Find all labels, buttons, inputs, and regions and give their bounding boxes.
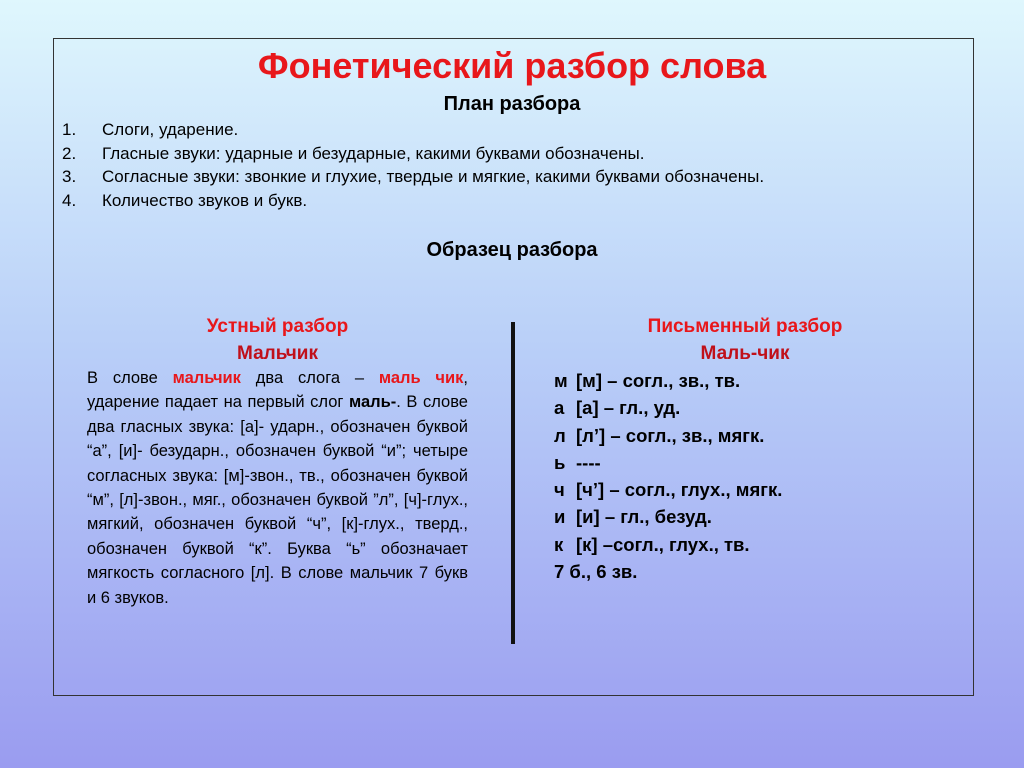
- written-row: [554, 476, 782, 503]
- oral-text-part: два слога –: [240, 369, 379, 387]
- plan-item-number: 3.: [62, 167, 77, 186]
- sample-heading: Образец разбора: [426, 239, 598, 261]
- written-row-desc: [л’] – согл., зв., мягк.: [576, 424, 765, 446]
- written-row-desc: [и] – гл., безуд.: [576, 506, 712, 528]
- oral-text-part: . В слове два гласных звука: [а]- ударн., обозначен буквой “а”, [и]- безударн., обозначен буквой “и”; четыре согласных звука: [м]-звон., тв., обозначен буквой “м”, [л]-звон., мяг., обозначен буквой ”л”, [ч]-глух., мягкий, обозначен буквой “ч”, [к]-глух., тверд., обозначен буквой “к”. Буква “ь” обозначает мягкость согласного [л]. В слове мальчик 7 букв и 6 звуков.: [87, 393, 468, 607]
- page-title: Фонетический разбор слова: [257, 45, 767, 86]
- oral-analysis-word: Мальчик: [237, 343, 318, 364]
- written-row: [554, 449, 782, 476]
- written-row: [554, 503, 782, 530]
- oral-text-part: В слове: [87, 369, 173, 387]
- plan-list: [62, 118, 764, 212]
- plan-item-text: Согласные звуки: звонкие и глухие, твердые и мягкие, какими буквами обозначены.: [102, 167, 765, 186]
- written-analysis-heading: [550, 313, 940, 367]
- written-row-letter: ь: [554, 451, 566, 473]
- oral-text-highlight: мальчик: [172, 369, 241, 387]
- written-summary: 7 б., 6 зв.: [554, 561, 638, 583]
- plan-item: [62, 142, 764, 166]
- plan-item: [62, 118, 764, 142]
- written-row-desc: [а] – гл., уд.: [576, 397, 681, 419]
- plan-item-text: Количество звуков и букв.: [102, 190, 308, 210]
- written-row: [554, 367, 782, 394]
- oral-text-bold: маль-: [348, 393, 397, 412]
- written-row-letter: а: [554, 397, 565, 419]
- plan-item-number: 2.: [62, 143, 77, 163]
- written-row: [554, 531, 782, 558]
- written-analysis-word: Маль-чик: [700, 343, 790, 364]
- written-row: [554, 422, 782, 449]
- written-row-letter: л: [554, 424, 566, 446]
- written-row-letter: к: [554, 533, 564, 555]
- column-divider: [511, 322, 515, 644]
- oral-analysis-heading: [87, 313, 468, 367]
- plan-item: [62, 189, 764, 213]
- oral-analysis-title: Устный разбор: [206, 316, 349, 337]
- written-analysis-title: Письменный разбор: [647, 316, 843, 337]
- written-row-letter: и: [554, 506, 566, 528]
- written-row-desc: [к] –согл., глух., тв.: [576, 533, 750, 555]
- plan-item-number: 4.: [62, 190, 77, 210]
- written-analysis-list: [554, 367, 782, 585]
- oral-text-highlight: маль чик: [378, 369, 464, 387]
- written-row-desc: ----: [576, 451, 601, 473]
- written-row-letter: ч: [554, 479, 565, 501]
- written-row: [554, 394, 782, 421]
- oral-text-part: , ударение падает на первый слог: [87, 369, 468, 412]
- written-row-desc: [м] – согл., зв., тв.: [576, 370, 741, 391]
- oral-analysis-text: [87, 366, 468, 610]
- written-row-letter: м: [554, 370, 568, 391]
- plan-item: [62, 165, 764, 189]
- plan-item-text: Гласные звуки: ударные и безударные, какими буквами обозначены.: [102, 143, 645, 163]
- plan-item-number: 1.: [62, 120, 77, 139]
- plan-heading: План разбора: [443, 93, 581, 115]
- written-row-desc: [ч’] – согл., глух., мягк.: [576, 479, 783, 501]
- plan-item-text: Слоги, ударение.: [102, 120, 239, 139]
